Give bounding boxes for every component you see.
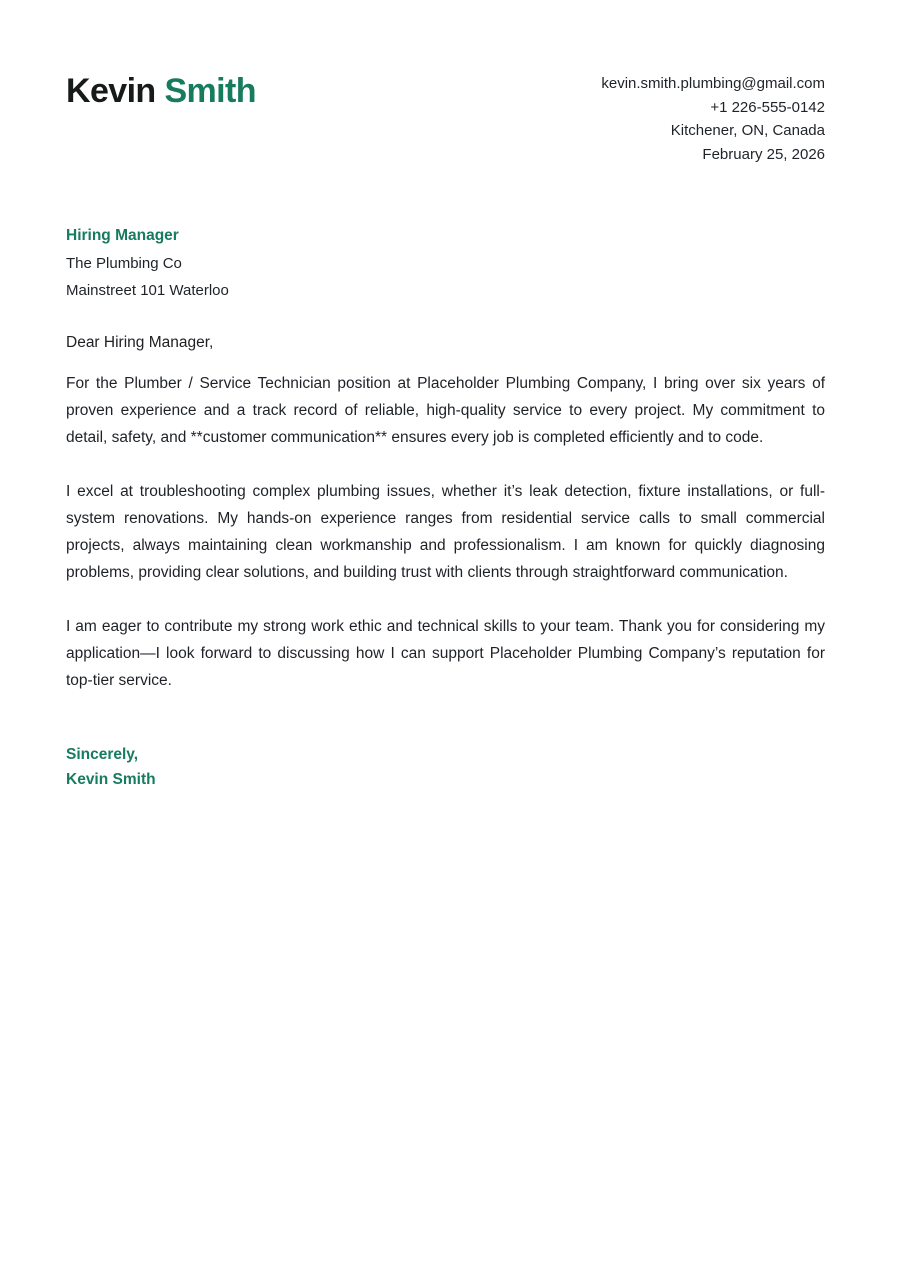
letter-header xyxy=(66,70,825,166)
recipient-company: The Plumbing Co xyxy=(66,254,182,272)
letter-paragraph-2: I excel at troubleshooting complex plumbing issues, whether it’s leak detection, fixture installations, or full-system renovations. My hands-on experience ranges from residential service calls to small commercial projects, always maintaining clean workmanship and professionalism. I am known for quickly diagnosing problems, providing clear solutions, and building trust with clients through straightforward communication. xyxy=(66,482,825,581)
letter-date: February 25, 2026 xyxy=(702,145,825,163)
recipient-address: Mainstreet 101 Waterloo xyxy=(66,282,229,299)
letter-paragraph-1: For the Plumber / Service Technician position at Placeholder Plumbing Company, I bring over six years of proven experience and a track record of reliable, high-quality service to every project. My commitment to detail, safety, and **customer communication** ensures every job is completed efficiently and to code. xyxy=(66,374,825,446)
applicant-last-name: Smith xyxy=(164,72,256,110)
contact-email: kevin.smith.plumbing@gmail.com xyxy=(601,75,825,92)
contact-block xyxy=(601,70,825,166)
applicant-name xyxy=(66,70,256,113)
letter-closing: Sincerely, xyxy=(66,745,139,763)
contact-phone: +1 226-555-0142 xyxy=(710,98,825,116)
letter-paragraph-3: I am eager to contribute my strong work ethic and technical skills to your team. Thank you for considering my application—I look forward to discussing how I can support Placeholder Plumbing Company’s reputation for top-tier service. xyxy=(66,617,825,689)
applicant-first-name: Kevin xyxy=(66,72,156,110)
recipient-block xyxy=(66,222,825,305)
letter-greeting: Dear Hiring Manager, xyxy=(66,333,214,351)
letter-body xyxy=(66,329,825,792)
recipient-title: Hiring Manager xyxy=(66,227,179,244)
closing-block xyxy=(66,742,825,792)
contact-location: Kitchener, ON, Canada xyxy=(670,122,825,139)
letter-signature: Kevin Smith xyxy=(66,770,156,788)
